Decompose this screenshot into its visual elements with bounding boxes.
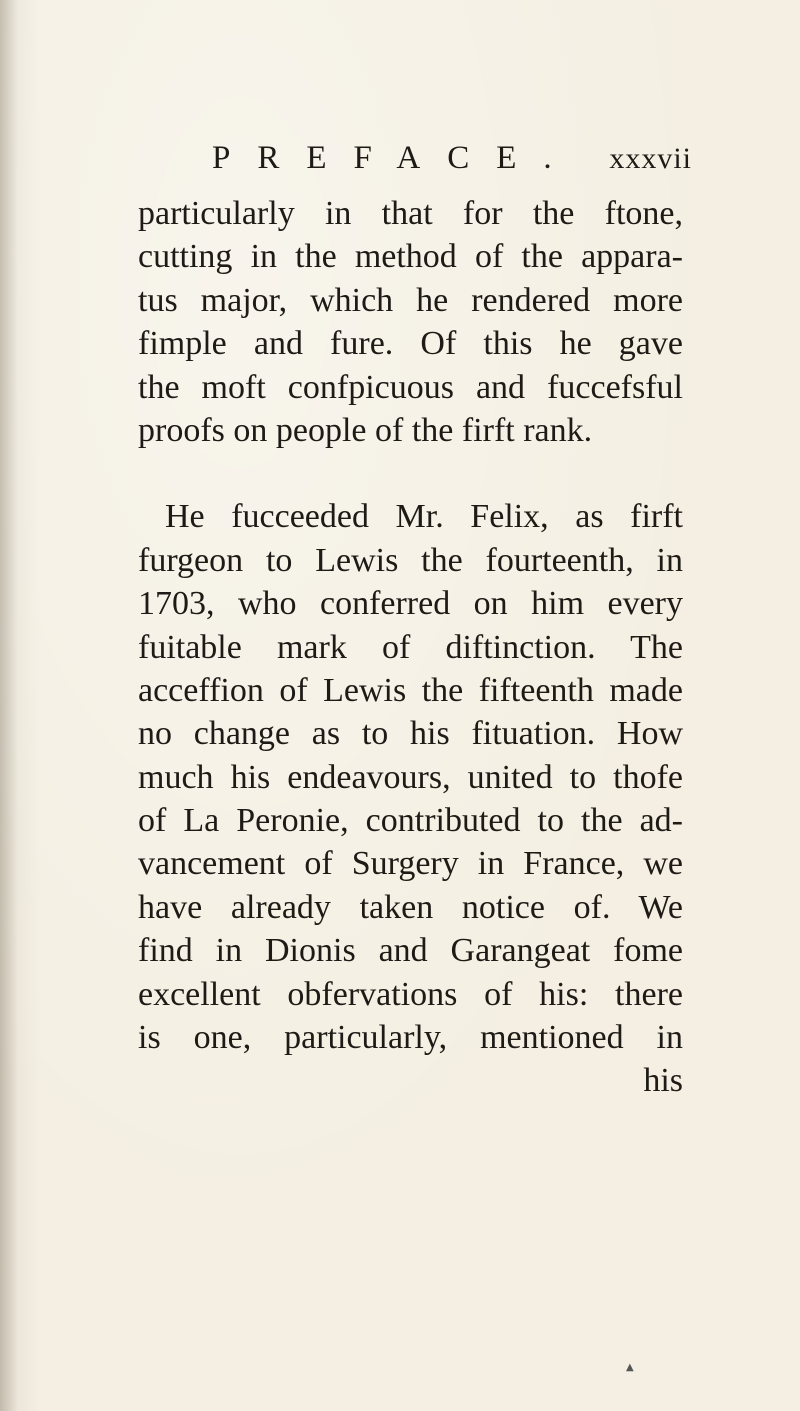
text-line: acceffion of Lewis the fifteenth made	[138, 671, 683, 709]
text-line: cutting in the method of the appara-	[138, 238, 683, 276]
text-line: furgeon to Lewis the fourteenth, in	[138, 541, 683, 579]
running-title: PREFACE.	[212, 140, 579, 176]
text-line: of La Peronie, contributed to the ad-	[138, 802, 683, 840]
text-line: no change as to his fituation. How	[138, 715, 683, 753]
text-line: is one, particularly, mentioned in	[138, 1019, 683, 1057]
text-line: vancement of Surgery in France, we	[138, 845, 683, 883]
body-text	[138, 192, 683, 1103]
text-line: 1703, who conferred on him every	[138, 585, 683, 623]
text-line: particularly in that for the ftone,	[138, 195, 683, 232]
text-line: fuitable mark of diftinction. The	[138, 628, 683, 666]
text-line: have already taken notice of. We	[138, 888, 683, 926]
text-line: much his endeavours, united to thofe	[138, 758, 683, 796]
text-line: excellent obfervations of his: there	[138, 975, 683, 1013]
page-header	[212, 140, 692, 190]
paragraph-1	[138, 192, 683, 452]
text-line: He fucceeded Mr. Felix, as firft	[165, 498, 683, 536]
page-number: xxxvii	[609, 142, 692, 175]
gutter-shadow	[0, 0, 18, 1411]
printer-mark: ▲	[626, 1362, 634, 1373]
text-line: find in Dionis and Garangeat fome	[138, 932, 683, 970]
catchword: his	[643, 1062, 683, 1100]
text-line: tus major, which he rendered more	[138, 281, 683, 319]
text-line: proofs on people of the firft rank.	[138, 411, 593, 449]
paragraph-gap	[138, 452, 683, 495]
text-line: fimple and fure. Of this he gave	[138, 325, 683, 363]
text-line: the moft confpicuous and fuccefsful	[138, 368, 683, 406]
paragraph-2	[138, 495, 683, 1102]
